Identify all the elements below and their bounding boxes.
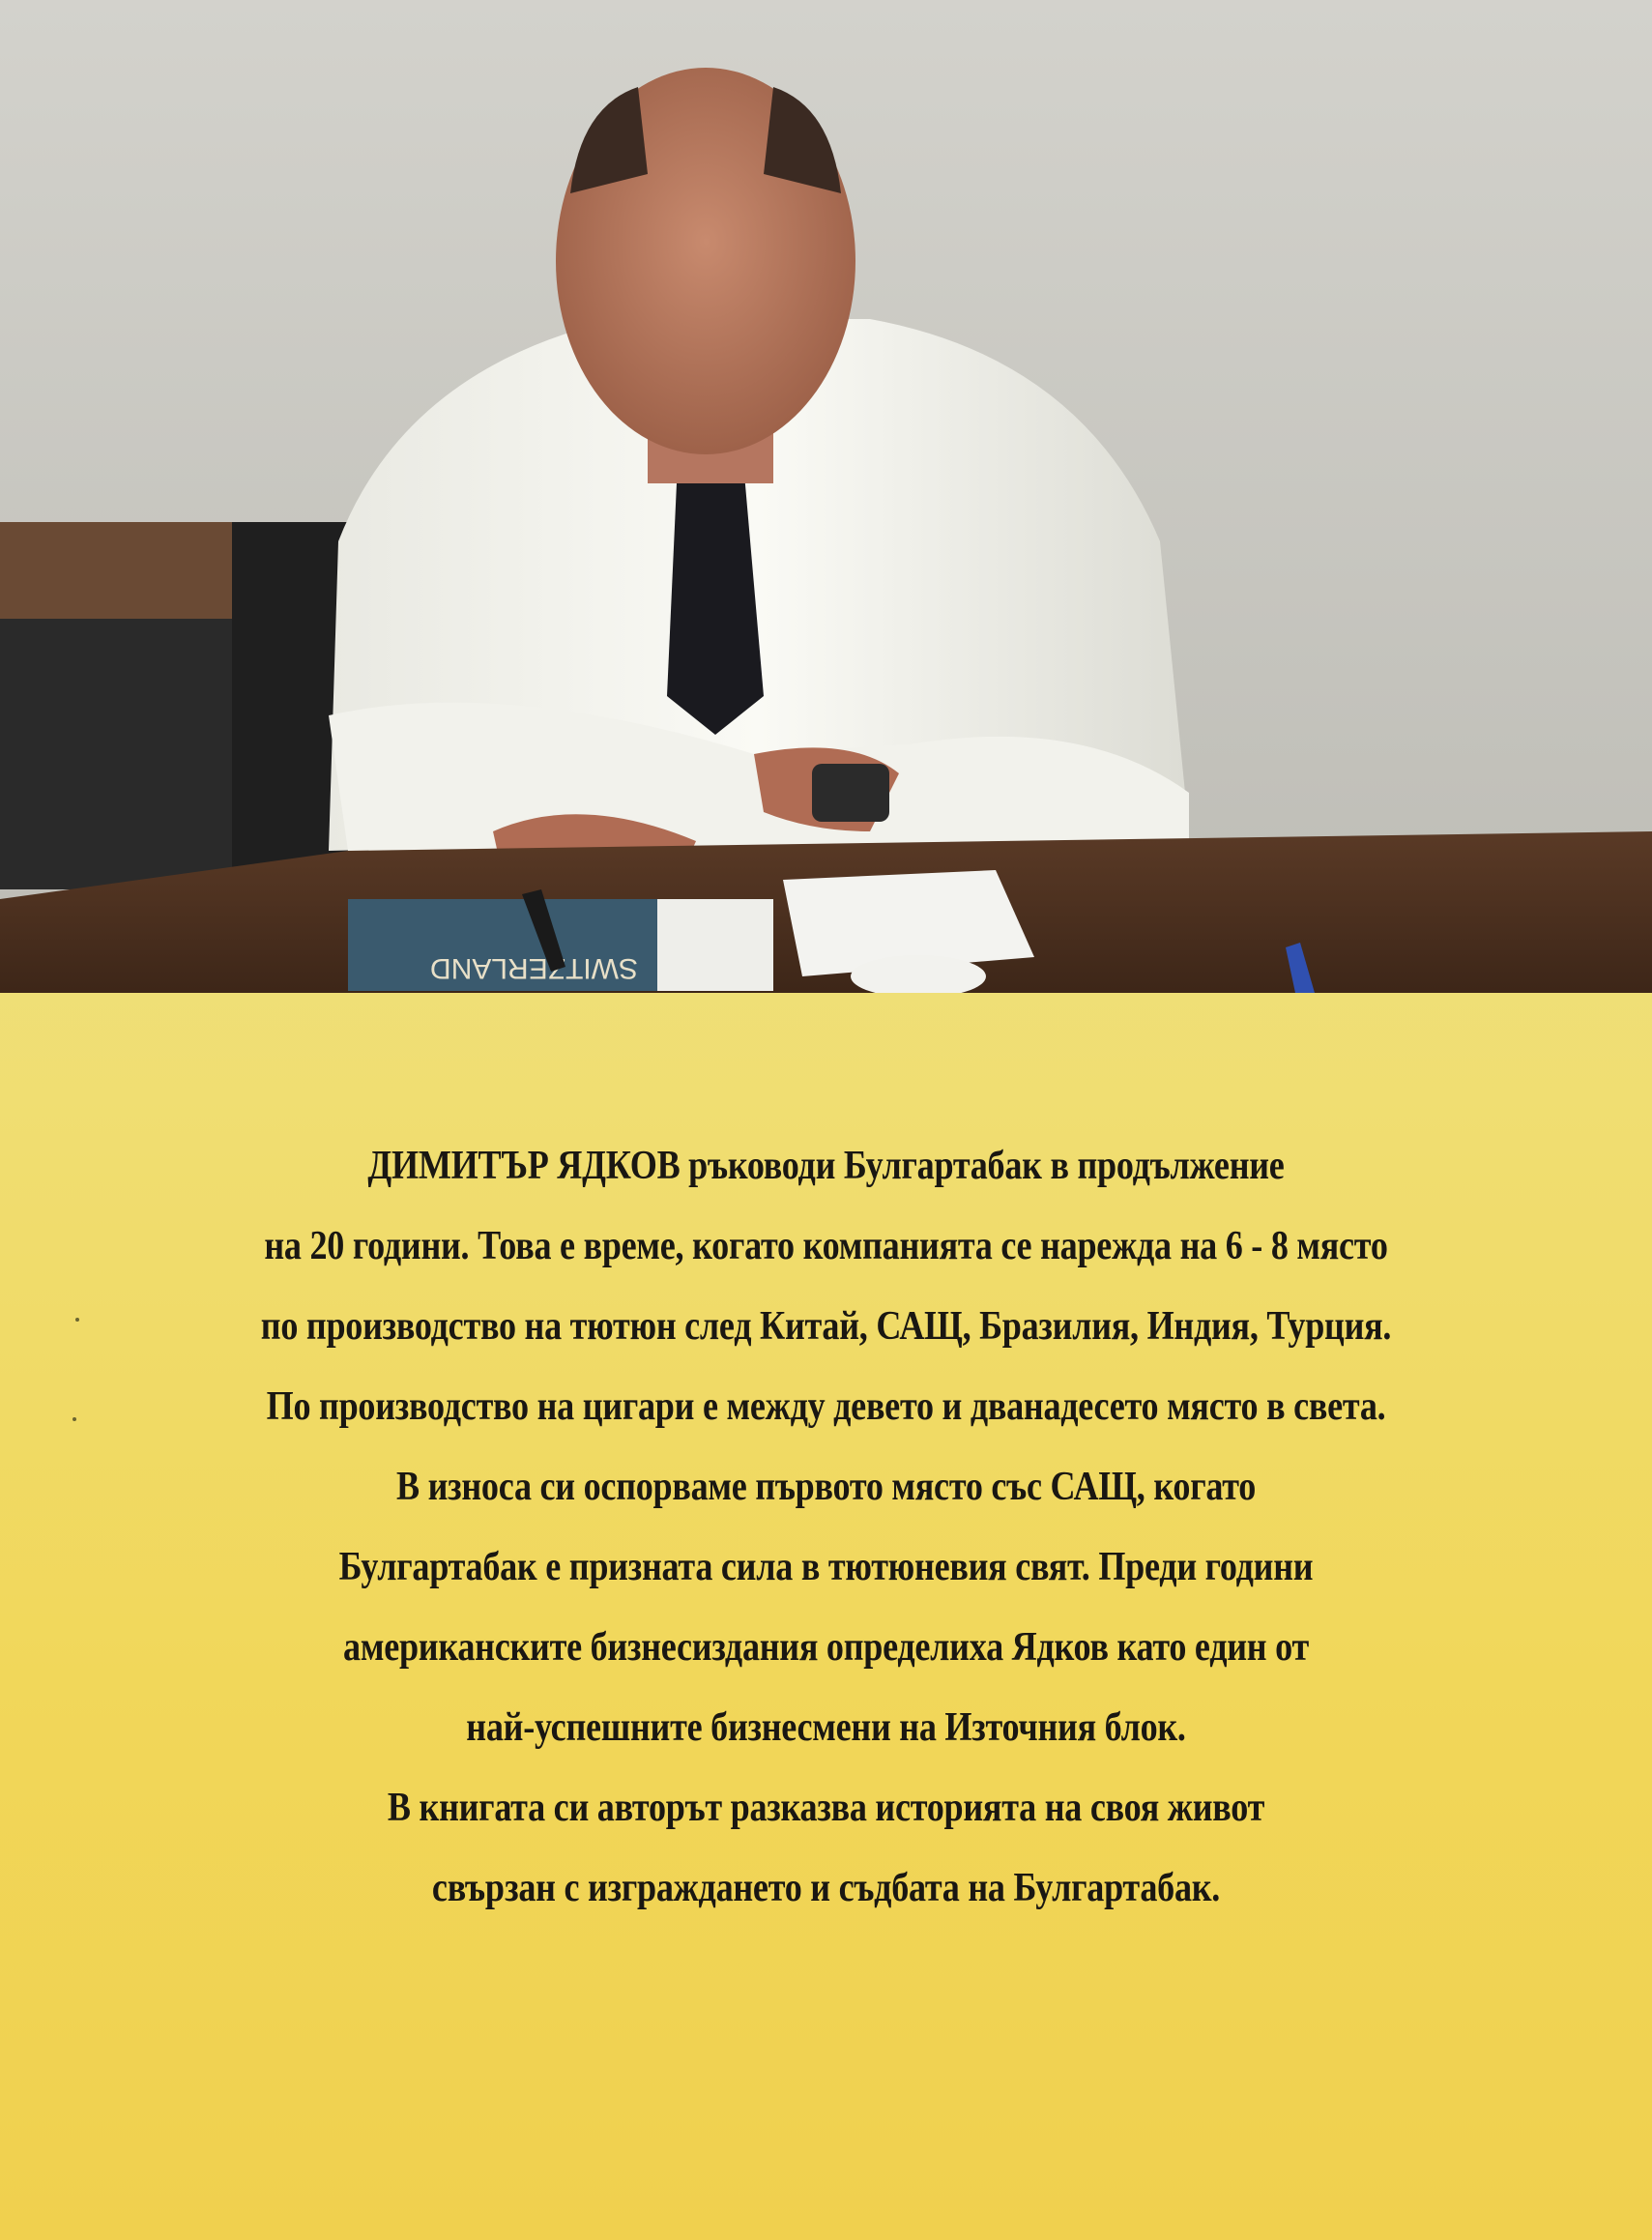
blurb-line-9: В книгата си авторът разказва историята на своя живот (387, 1786, 1265, 1830)
blurb-line-4: По производство на цигари е между девето и дванадесето място в света. (266, 1384, 1386, 1429)
blurb-text (58, 1126, 1594, 1929)
blurb-line-5: В износа си оспорваме първото място със САЩ, когато (395, 1465, 1257, 1509)
author-photo (0, 0, 1652, 993)
print-speck (75, 1318, 79, 1322)
author-photo-illustration (0, 0, 1652, 993)
blurb-line-7: американските бизнесиздания определиха Ядков като един от (343, 1625, 1309, 1670)
blurb-line-2: на 20 години. Това е време, когато компанията се нарежда на 6 - 8 място (264, 1224, 1388, 1268)
blurb-line-1: ДИМИТЪР ЯДКОВ ръководи Булгартабак в продължение (367, 1144, 1285, 1188)
print-speck (72, 1417, 76, 1421)
blurb-line-6: Булгартабак е призната сила в тютюневия свят. Преди години (338, 1545, 1314, 1589)
blurb-line-3: по производство на тютюн след Китай, САЩ, Бразилия, Индия, Турция. (260, 1304, 1392, 1349)
blurb-line-8: най-успешните бизнесмени на Източния блок. (466, 1705, 1186, 1750)
book-title-text: SWITZERLAND (429, 952, 638, 984)
blurb-line-10: свързан с изграждането и съдбата на Булгартабак. (431, 1866, 1221, 1910)
